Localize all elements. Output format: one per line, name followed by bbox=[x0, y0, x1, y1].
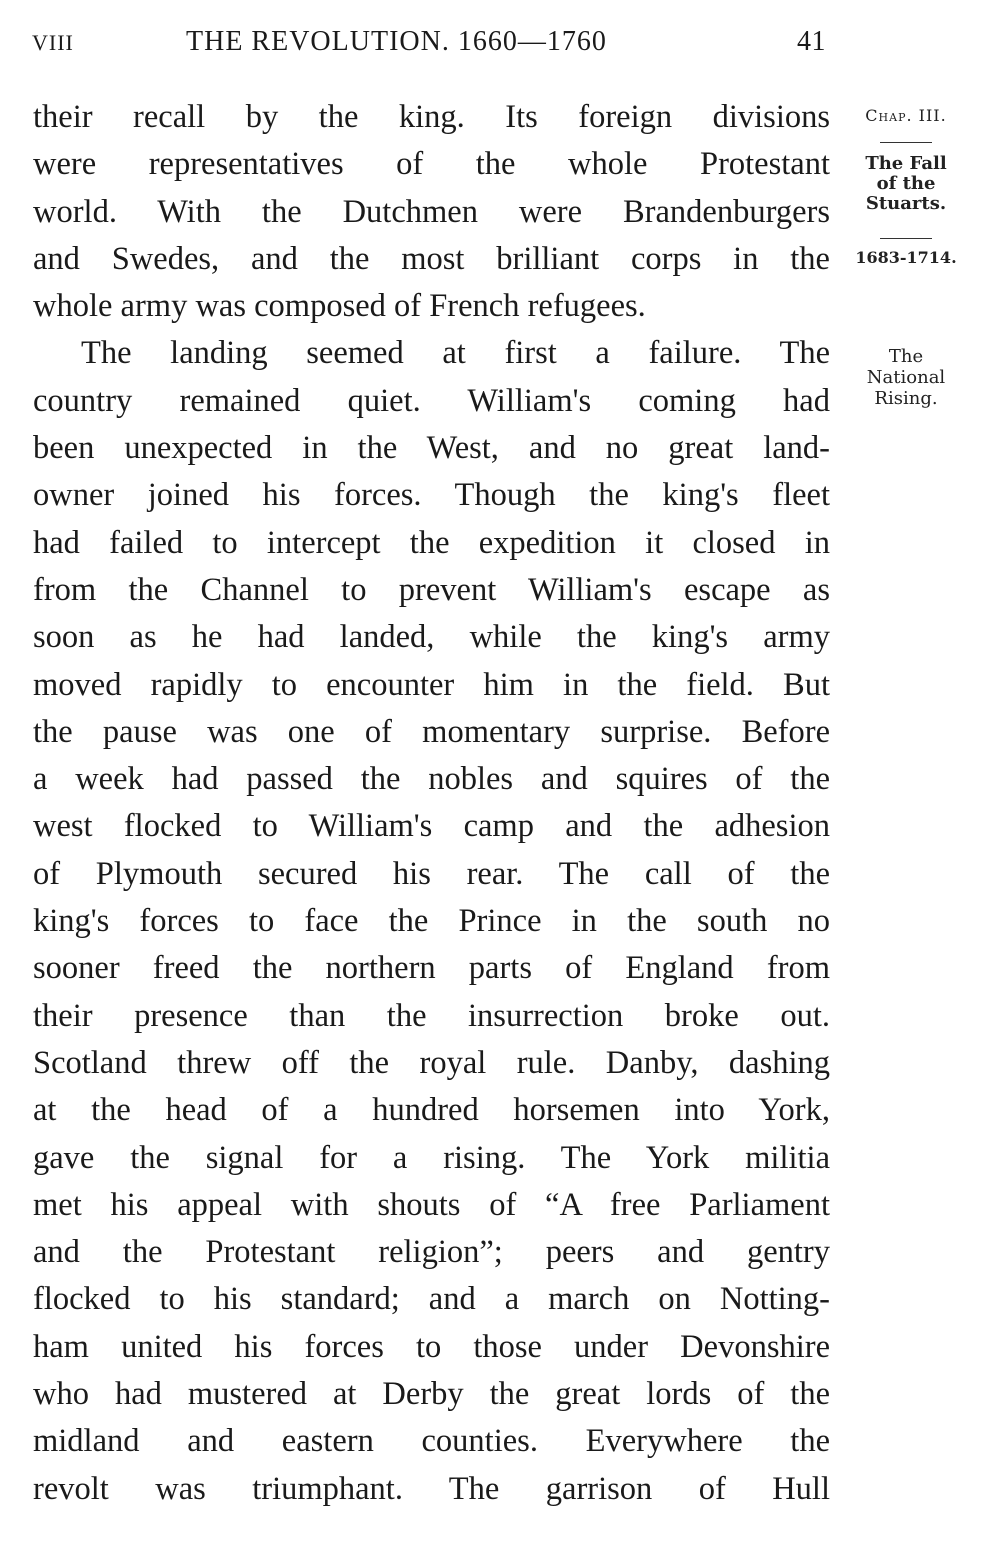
chapter-roman-numeral: VIII bbox=[32, 30, 74, 55]
margin-rule bbox=[880, 238, 932, 239]
text-line: a week had passed the nobles and squires of the bbox=[33, 761, 830, 798]
margin-section-title-line: of the bbox=[876, 173, 936, 194]
text-line: of Plymouth secured his rear. The call of the bbox=[33, 855, 830, 892]
text-line: had failed to intercept the expedition it closed in bbox=[33, 524, 830, 561]
text-line: sooner freed the northern parts of England from bbox=[33, 950, 830, 987]
text-line: the pause was one of momentary surprise. Before bbox=[33, 713, 830, 750]
text-line: west flocked to William's camp and the adhesion bbox=[33, 808, 830, 845]
running-title: THE REVOLUTION. 1660—1760 bbox=[186, 26, 607, 57]
text-line: flocked to his standard; and a march on Notting- bbox=[33, 1281, 830, 1318]
text-line: king's forces to face the Prince in the south no bbox=[33, 903, 830, 940]
running-header bbox=[32, 26, 832, 66]
text-line: met his appeal with shouts of “A free Parliament bbox=[33, 1186, 830, 1223]
text-line: from the Channel to prevent William's escape as bbox=[33, 571, 830, 608]
text-line: been unexpected in the West, and no great land- bbox=[33, 430, 830, 467]
text-line: Scotland threw off the royal rule. Danby, dashing bbox=[33, 1044, 830, 1081]
text-line: soon as he had landed, while the king's army bbox=[33, 619, 830, 656]
margin-date-range: 1683-1714. bbox=[855, 248, 957, 267]
text-line: moved rapidly to encounter him in the field. But bbox=[33, 666, 830, 703]
text-line: their presence than the insurrection broke out. bbox=[33, 997, 830, 1034]
text-line: world. With the Dutchmen were Brandenburgers bbox=[33, 193, 830, 230]
text-line: their recall by the king. Its foreign divisions bbox=[33, 99, 830, 135]
text-line: and the Protestant religion”; peers and gentry bbox=[33, 1234, 830, 1271]
margin-section-title-line: Stuarts. bbox=[865, 193, 947, 214]
margin-topic-line: The bbox=[888, 346, 924, 367]
margin-section-title-line: The Fall bbox=[865, 153, 947, 174]
margin-topic-line: National bbox=[866, 367, 946, 388]
text-line: who had mustered at Derby the great lords of the bbox=[33, 1376, 830, 1413]
text-line: gave the signal for a rising. The York militia bbox=[33, 1139, 830, 1176]
text-line: revolt was triumphant. The garrison of Hull bbox=[33, 1470, 830, 1507]
main-text bbox=[33, 94, 830, 1513]
margin-chapter-label: Chap. III. bbox=[865, 106, 947, 125]
text-line: country remained quiet. William's coming had bbox=[33, 382, 830, 419]
text-line: owner joined his forces. Though the king's fleet bbox=[33, 477, 830, 514]
text-line: and Swedes, and the most brilliant corps in the bbox=[33, 240, 830, 277]
text-line: at the head of a hundred horsemen into York, bbox=[33, 1092, 830, 1129]
margin-rule bbox=[880, 142, 932, 143]
margin-topic-note bbox=[848, 346, 964, 409]
paragraph-start-line: The landing seemed at first a failure. The bbox=[81, 335, 830, 372]
text-line: whole army was composed of French refugees. bbox=[33, 288, 646, 325]
text-line: midland and eastern counties. Everywhere the bbox=[33, 1423, 830, 1460]
margin-topic-line: Rising. bbox=[874, 388, 938, 409]
text-line: were representatives of the whole Protestant bbox=[33, 146, 830, 183]
page-number: 41 bbox=[797, 26, 826, 57]
text-line: ham united his forces to those under Devonshire bbox=[33, 1328, 830, 1365]
margin-section-title bbox=[848, 154, 964, 214]
